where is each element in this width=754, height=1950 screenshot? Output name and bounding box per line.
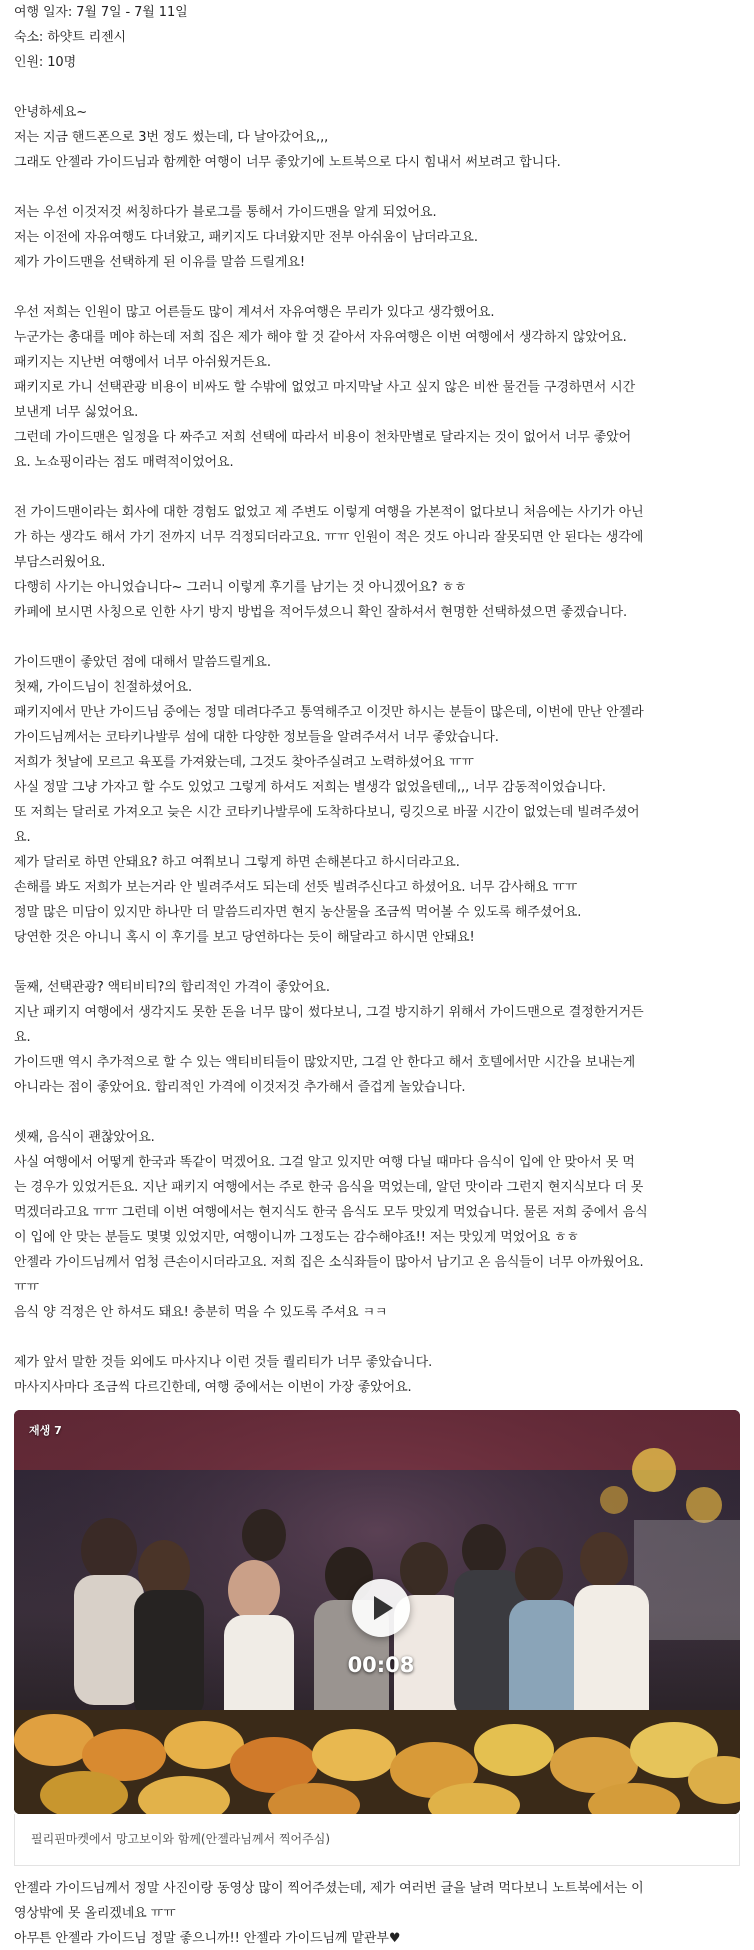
text-line: 아니라는 점이 좋았어요. 합리적인 가격에 이것저것 추가해서 즐겁게 놀았습니다. — [14, 1080, 466, 1095]
paragraph-reasons — [14, 300, 744, 475]
play-icon — [374, 1596, 393, 1620]
text-line: 손해를 봐도 저희가 보는거라 안 빌려주셔도 되는데 선뜻 빌려주신다고 하셨어요. 너무 감사해요 ㅠㅠ — [14, 880, 578, 895]
post-closing — [14, 1876, 744, 1950]
text-line: 마사지사마다 조금씩 다르긴한데, 여행 중에서는 이번이 가장 좋았어요. — [14, 1380, 412, 1395]
text-line: 보낸게 너무 싫었어요. — [14, 405, 139, 420]
paragraph-greeting — [14, 100, 744, 175]
text-line: ㅠㅠ — [14, 1280, 39, 1295]
text-line: 저는 지금 핸드폰으로 3번 정도 썼는데, 다 날아갔어요,,, — [14, 130, 329, 145]
text-line: 요. 노쇼핑이라는 점도 매력적이었어요. — [14, 455, 234, 470]
text-line: 그래도 안젤라 가이드님과 함께한 여행이 너무 좋았기에 노트북으로 다시 힘내서 써보려고 합니다. — [14, 155, 561, 170]
paragraph-third-point — [14, 1125, 744, 1325]
play-button[interactable] — [352, 1579, 410, 1637]
text-line: 제가 달러로 하면 안돼요? 하고 여쭤보니 그렇게 하면 손해본다고 하시더라고요. — [14, 855, 460, 870]
text-line: 사실 정말 그냥 가자고 할 수도 있었고 그렇게 하셔도 저희는 별생각 없었을텐데,,, 너무 감동적이었습니다. — [14, 780, 606, 795]
text-line: 부담스러웠어요. — [14, 555, 106, 570]
text-line: 숙소: 하얏트 리젠시 — [14, 30, 127, 45]
replay-count: 재생 7 — [29, 1424, 62, 1437]
text-line: 안젤라 가이드님께서 엄청 큰손이시더라고요. 저희 집은 소식좌들이 많아서 남기고 온 음식들이 너무 아까웠어요. — [14, 1255, 644, 1270]
text-line: 둘째, 선택관광? 액티비티?의 합리적인 가격이 좋았어요. — [14, 980, 330, 995]
video-player[interactable] — [14, 1410, 740, 1814]
text-line: 저는 이전에 자유여행도 다녀왔고, 패키지도 다녀왔지만 전부 아쉬움이 남더라고요. — [14, 230, 478, 245]
text-line: 패키지에서 만난 가이드님 중에는 정말 데려다주고 통역해주고 이것만 하시는 분들이 많은데, 이번에 만난 안젤라 — [14, 705, 644, 720]
text-line: 사실 여행에서 어떻게 한국과 똑같이 먹겠어요. 그걸 알고 있지만 여행 다닐 때마다 음식이 입에 안 맞아서 못 먹 — [14, 1155, 635, 1170]
text-line: 패키지로 가니 선택관광 비용이 비싸도 할 수밖에 없었고 마지막날 사고 싶지 않은 비싼 물건들 구경하면서 시간 — [14, 380, 636, 395]
paragraph-intro — [14, 200, 744, 275]
text-line: 제가 앞서 말한 것들 외에도 마사지나 이런 것들 퀄리티가 너무 좋았습니다. — [14, 1355, 433, 1370]
video-caption: 필리핀마켓에서 망고보이와 함께(안젤라님께서 찍어주심) — [14, 1814, 740, 1866]
text-line: 다행히 사기는 아니었습니다~ 그러니 이렇게 후기를 남기는 것 아니겠어요? ㅎㅎ — [14, 580, 467, 595]
text-line: 셋째, 음식이 괜찮았어요. — [14, 1130, 155, 1145]
text-line: 카페에 보시면 사칭으로 인한 사기 방지 방법을 적어두셨으니 확인 잘하셔서 현명한 선택하셨으면 좋겠습니다. — [14, 605, 628, 620]
paragraph-worries — [14, 500, 744, 625]
paragraph-second-point — [14, 975, 744, 1100]
text-line: 여행 일자: 7월 7일 - 7월 11일 — [14, 5, 188, 20]
text-line: 가이드님께서는 코타키나발루 섬에 대한 다양한 정보들을 알려주셔서 너무 좋았습니다. — [14, 730, 499, 745]
text-line: 먹겠더라고요 ㅠㅠ 그런데 이번 여행에서는 현지식도 한국 음식도 모두 맛있게 먹었습니다. 물론 저희 중에서 음식 — [14, 1205, 648, 1220]
text-line: 저는 우선 이것저것 써칭하다가 블로그를 통해서 가이드맨을 알게 되었어요. — [14, 205, 437, 220]
text-line: 가이드맨 역시 추가적으로 할 수 있는 액티비티들이 많았지만, 그걸 안 한다고 해서 호텔에서만 시간을 보내는게 — [14, 1055, 636, 1070]
paragraph-first-point — [14, 650, 744, 950]
text-line: 이 입에 안 맞는 분들도 몇몇 있었지만, 여행이니까 그정도는 감수해야죠!! 저는 맛있게 먹었어요 ㅎㅎ — [14, 1230, 579, 1245]
text-line: 아무튼 안젤라 가이드님 정말 좋으니까!! 안젤라 가이드님께 맡관부♥ — [14, 1931, 401, 1946]
text-line: 저희가 첫날에 모르고 육포를 가져왔는데, 그것도 찾아주실려고 노력하셨어요 ㅠㅠ — [14, 755, 474, 770]
text-line: 가 하는 생각도 해서 가기 전까지 너무 걱정되더라고요. ㅠㅠ 인원이 적은 것도 아니라 잘못되면 안 된다는 생각에 — [14, 530, 644, 545]
text-line: 우선 저희는 인원이 많고 어른들도 많이 계셔서 자유여행은 무리가 있다고 생각했어요. — [14, 305, 495, 320]
text-line: 요. — [14, 1030, 31, 1045]
text-line: 가이드맨이 좋았던 점에 대해서 말씀드릴게요. — [14, 655, 271, 670]
text-line: 제가 가이드맨을 선택하게 된 이유를 말씀 드릴게요! — [14, 255, 305, 270]
text-line: 당연한 것은 아니니 혹시 이 후기를 보고 당연하다는 듯이 해달라고 하시면 안돼요! — [14, 930, 475, 945]
text-line: 또 저희는 달러로 가져오고 늦은 시간 코타키나발루에 도착하다보니, 링깃으로 바꿀 시간이 없었는데 빌려주셨어 — [14, 805, 640, 820]
text-line: 안녕하세요~ — [14, 105, 88, 120]
post-body — [14, 0, 744, 1400]
text-line: 는 경우가 있었거든요. 지난 패키지 여행에서는 주로 한국 음식을 먹었는데, 알던 맛이라 그런지 현지식보다 더 못 — [14, 1180, 644, 1195]
text-line: 정말 많은 미담이 있지만 하나만 더 말씀드리자면 현지 농산물을 조금씩 먹어볼 수 있도록 해주셨어요. — [14, 905, 582, 920]
text-line: 패키지는 지난번 여행에서 너무 아쉬웠거든요. — [14, 355, 271, 370]
text-line: 전 가이드맨이라는 회사에 대한 경험도 없었고 제 주변도 이렇게 여행을 가본적이 없다보니 처음에는 사기가 아닌 — [14, 505, 644, 520]
text-line: 누군가는 총대를 메야 하는데 저희 집은 제가 해야 할 것 같아서 자유여행은 이번 여행에서 생각하지 않았어요. — [14, 330, 627, 345]
trip-info — [14, 0, 744, 75]
text-line: 그런데 가이드맨은 일정을 다 짜주고 저희 선택에 따라서 비용이 천차만별로 달라지는 것이 없어서 너무 좋았어 — [14, 430, 632, 445]
paragraph-massage — [14, 1350, 744, 1400]
text-line: 요. — [14, 830, 31, 845]
text-line: 지난 패키지 여행에서 생각지도 못한 돈을 너무 많이 썼다보니, 그걸 방지하기 위해서 가이드맨으로 결정한거거든 — [14, 1005, 644, 1020]
text-line: 영상밖에 못 올리겠네요 ㅠㅠ — [14, 1906, 176, 1921]
video-duration: 00:08 — [347, 1653, 415, 1677]
text-line: 안젤라 가이드님께서 정말 사진이랑 동영상 많이 찍어주셨는데, 제가 여러번 글을 날려 먹다보니 노트북에서는 이 — [14, 1881, 644, 1896]
text-line: 음식 양 걱정은 안 하셔도 돼요! 충분히 먹을 수 있도록 주셔요 ㅋㅋ — [14, 1305, 388, 1320]
text-line: 인원: 10명 — [14, 55, 77, 70]
text-line: 첫째, 가이드님이 친절하셨어요. — [14, 680, 193, 695]
